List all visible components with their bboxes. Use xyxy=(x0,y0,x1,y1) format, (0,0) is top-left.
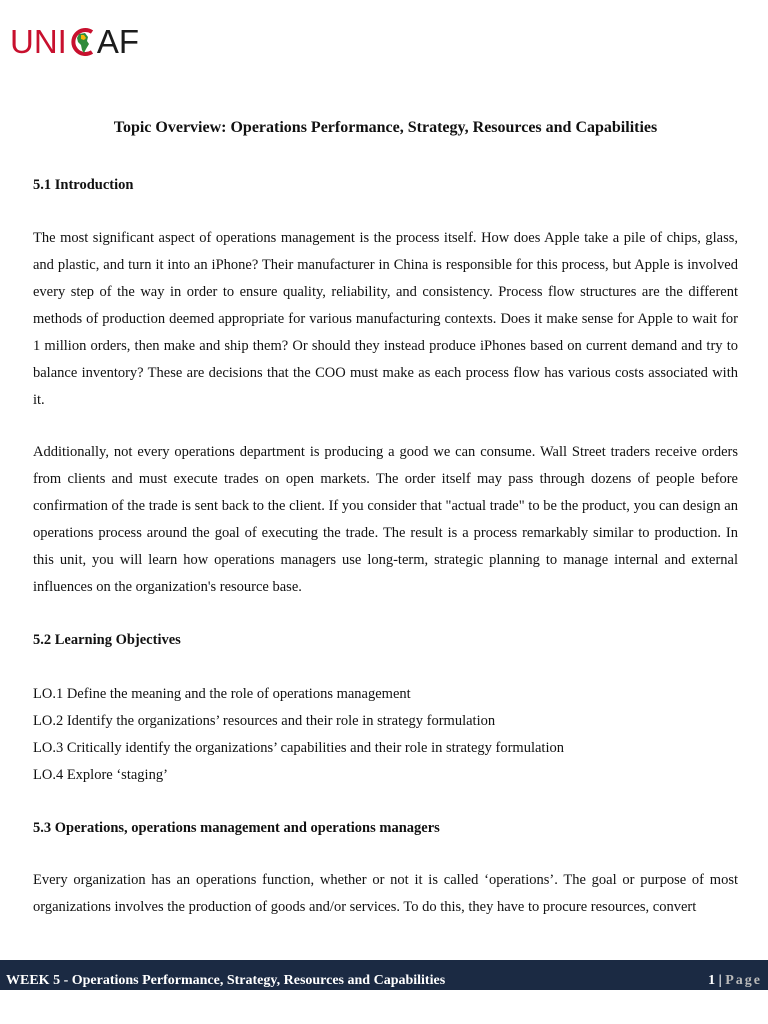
page-number: 1 xyxy=(708,973,716,988)
page-separator: | xyxy=(715,973,726,988)
section-heading-introduction: 5.1 Introduction xyxy=(33,177,134,193)
page-label: Page xyxy=(725,973,762,988)
list-item: LO.1 Define the meaning and the role of operations management xyxy=(33,686,411,702)
list-item: LO.4 Explore ‘staging’ xyxy=(33,767,168,783)
logo-text-uni: UNI xyxy=(10,23,67,60)
intro-paragraph-2: Additionally, not every operations department is producing a good we can consume. Wall Street traders receive orders from clients and must execute trades on open markets. The order itself may pass through dozens of people before confirmation of the trade is sent back to the client. If you consider that "actual trade" to be the product, you can design an operations process around the goal of executing the trade. The result is a process remarkably similar to production. In this unit, you will learn how operations managers use long-term, strategic planning to manage internal and external influences on the organization's resource base. xyxy=(33,444,738,595)
page-footer xyxy=(0,960,768,990)
section-heading-operations: 5.3 Operations, operations management and operations managers xyxy=(33,820,440,836)
section-heading-learning-objectives: 5.2 Learning Objectives xyxy=(33,632,181,648)
list-item: LO.2 Identify the organizations’ resources and their role in strategy formulation xyxy=(33,713,496,729)
operations-paragraph-1: Every organization has an operations function, whether or not it is called ‘operations’. The goal or purpose of most organizations involves the production of goods and/or services. To do this, they have to procure resources, convert xyxy=(33,872,738,915)
list-item: LO.3 Critically identify the organizations’ capabilities and their role in strategy formulation xyxy=(33,740,564,756)
learning-objectives-list xyxy=(33,681,564,789)
africa-c-logo-icon xyxy=(67,22,97,62)
page-title: Topic Overview: Operations Performance, Strategy, Resources and Capabilities xyxy=(113,119,658,136)
page-indicator xyxy=(708,960,762,990)
unicaf-logo xyxy=(10,22,139,62)
footer-title: WEEK 5 - Operations Performance, Strategy, Resources and Capabilities xyxy=(6,973,446,988)
intro-paragraph-1: The most significant aspect of operations management is the process itself. How does Apple take a pile of chips, glass, and plastic, and turn it into an iPhone? Their manufacturer in China is responsible for this process, but Apple is involved every step of the way in order to ensure quality, reliability, and consistency. Process flow structures are the different methods of production deemed appropriate for various manufacturing contexts. Does it make sense for Apple to wait for 1 million orders, then make and ship them? Or should they instead produce iPhones based on current demand and try to balance inventory? These are decisions that the COO must make as each process flow has various costs associated with it. xyxy=(33,230,738,408)
logo-text-af: AF xyxy=(96,23,140,60)
